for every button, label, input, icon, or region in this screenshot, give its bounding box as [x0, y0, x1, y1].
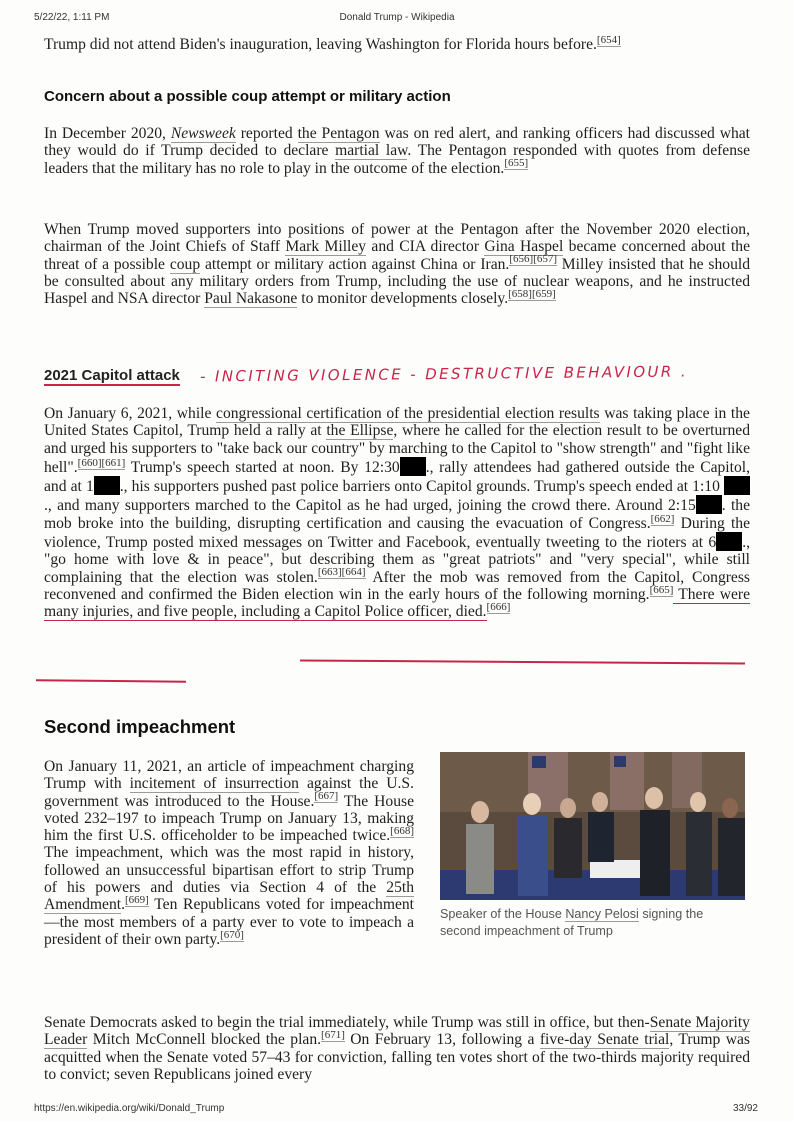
ref-669[interactable]: [669] [125, 894, 149, 907]
text: against the U.S. government was introduced to the House. [44, 775, 414, 810]
text: Ten Republicans voted for impeachment—the most members of a party ever to vote to impeach a president of their own party. [44, 896, 414, 948]
text: , Trump was acquitted when the Senate voted 57–43 for conviction, falling ten votes short of the two-thirds majority required to convict; seven Republicans joined every [44, 1031, 750, 1083]
link-senate-majority-leader[interactable]: Senate Majority Leader [44, 1014, 750, 1049]
capitol-heading-link[interactable]: 2021 Capitol attack [44, 367, 180, 384]
link-paul-nakasone[interactable]: Paul Nakasone [204, 290, 298, 308]
ref-666[interactable]: [666] [486, 601, 511, 614]
link-incitement[interactable]: incitement of insurrection [129, 775, 299, 793]
coup-p2-text [44, 221, 750, 307]
text: During the violence, Trump posted mixed messages on Twitter and Facebook, eventually tweeting to the rioters at 6 [44, 514, 751, 552]
ink-underline [300, 659, 745, 664]
intro-text: Trump did not attend Biden's inauguration, leaving Washington for Florida hours before. [44, 36, 597, 53]
ref-662[interactable]: [662] [650, 512, 675, 525]
text: When Trump moved supporters into positions of power at the Pentagon after the November 2020 election, chairman of the Joint Chiefs of Staff [44, 221, 750, 256]
ref-671[interactable]: [671] [321, 1029, 345, 1042]
text: and CIA director [366, 238, 485, 256]
text: Speaker of the House [440, 907, 566, 921]
link-martial-law[interactable]: martial law [335, 142, 408, 160]
print-page-title: Donald Trump - Wikipedia [339, 12, 455, 23]
redaction-box [94, 476, 120, 495]
text: In December 2020, [44, 125, 171, 142]
flags-icon [528, 752, 702, 812]
text: attempt or military action against China or Iran. [200, 255, 510, 273]
text: ., "go home with love & in peace", but describing them as "great patriots" and "very special", while still complaining that the election was stolen. [44, 534, 750, 586]
link-25th-amendment[interactable]: 25th Amendment [44, 879, 414, 914]
text: The impeachment, which was the most rapid in history, followed an unsuccessful bipartisan effort to strip Trump of his powers and duties via Section 4 of the [44, 844, 414, 897]
coup-p1-text [44, 125, 750, 177]
print-datetime: 5/22/22, 1:11 PM [34, 12, 110, 23]
ref-656-657[interactable]: [656][657] [509, 253, 557, 266]
pelosi-signing-photo[interactable] [440, 752, 745, 900]
ref-667[interactable]: [667] [314, 790, 339, 803]
impeachment-heading-wrap [44, 716, 750, 738]
link-newsweek[interactable]: Newsweek [170, 125, 236, 142]
redaction-box [716, 532, 742, 551]
text: Trump's speech started at noon. By 12:30 [125, 458, 400, 476]
impeachment-figure [440, 752, 745, 940]
text: was taking place in the United States Capitol, Trump held a rally at [44, 405, 750, 440]
figure-caption [440, 906, 745, 940]
print-page-number: 33/92 [732, 1103, 758, 1114]
impeachment-paragraph-2 [44, 1014, 750, 1083]
capitol-p-text [44, 405, 750, 621]
link-nancy-pelosi[interactable]: Nancy Pelosi [565, 907, 639, 921]
text: Mitch McConnell blocked the plan. [87, 1031, 322, 1049]
text: reported [235, 125, 298, 142]
text: On January 11, 2021, an article of impeachment charging Trump with [44, 758, 414, 793]
text: On January 6, 2021, while [44, 405, 217, 422]
coup-heading: Concern about a possible coup attempt or military action [44, 88, 451, 105]
impeachment-p2-text [44, 1014, 750, 1083]
coup-heading-wrap [44, 88, 750, 105]
impeachment-paragraph-1 [44, 758, 414, 948]
ref-663-664[interactable]: [663][664] [317, 566, 366, 579]
text: , where he called for the election result to be overturned and urged his supporters to "take back our country" by marching to the Capitol to "show strength" and "fight like hell". [44, 422, 750, 476]
text: . The Pentagon responded with quotes from defense leaders that the military has no role to play in the outcome of the election. [44, 142, 751, 177]
handwritten-annotation: - INCITING VIOLENCE - DESTRUCTIVE BEHAVIOUR . [199, 362, 689, 386]
text: On February 13, following a [344, 1031, 540, 1049]
capitol-paragraph [44, 405, 750, 621]
ref-655[interactable]: [655] [504, 157, 529, 170]
intro-section [44, 33, 750, 53]
ref-665[interactable]: [665] [649, 583, 674, 596]
text: to monitor developments closely. [297, 290, 509, 308]
link-certification[interactable]: congressional certification of the presidential election results [216, 405, 600, 422]
text: . the mob broke into the building, disrupting certification and causing the evacuation of Congress. [44, 497, 750, 532]
redaction-box [400, 457, 426, 476]
text: ., his supporters pushed past police barriers onto Capitol grounds. Trump's speech ended at 1:10 [119, 478, 724, 496]
text: ., rally attendees had gathered outside the Capitol, and at 1 [44, 458, 751, 496]
text: ., and many supporters marched to the Capitol as he had urged, joining the crowd there. Around 2:15 [44, 497, 696, 515]
link-mark-milley[interactable]: Mark Milley [285, 238, 367, 256]
link-the-ellipse[interactable]: the Ellipse [326, 422, 394, 440]
redaction-box [724, 476, 750, 495]
ref-670[interactable]: [670] [220, 928, 244, 941]
text: became concerned about the threat of a possible [44, 238, 750, 273]
link-coup[interactable]: coup [169, 255, 201, 273]
impeachment-heading: Second impeachment [44, 716, 236, 737]
ref-658-659[interactable]: [658][659] [508, 288, 556, 300]
text: The House voted 232–197 to impeach Trump on January 13, making him the first U.S. officeholder to be impeached twice. [44, 792, 414, 845]
coup-paragraph-1 [44, 125, 750, 177]
ref-660-661[interactable]: [660][661] [77, 456, 126, 469]
redaction-box [696, 495, 722, 514]
underlined-sentence: There were many injuries, and five people, including a Capitol Police officer, died. [44, 585, 750, 621]
link-pentagon[interactable]: the Pentagon [297, 125, 380, 142]
text: signing the second impeachment of Trump [440, 907, 704, 938]
ref-654[interactable]: [654] [596, 33, 621, 46]
ink-underline [36, 679, 186, 682]
impeachment-p1-text [44, 758, 414, 948]
text: After the mob was removed from the Capitol, Congress reconvened and confirmed the Biden election win in the early hours of the following morning. [44, 568, 750, 603]
text: . [121, 896, 125, 914]
print-url: https://en.wikipedia.org/wiki/Donald_Trump [34, 1103, 225, 1114]
text: Milley insisted that he should be consulted about any military orders from Trump, including the use of nuclear weapons, and he instructed Haspel and NSA director [44, 255, 751, 308]
link-gina-haspel[interactable]: Gina Haspel [484, 238, 564, 256]
ref-668[interactable]: [668] [390, 825, 414, 837]
text: Senate Democrats asked to begin the trial immediately, while Trump was still in office, but then- [44, 1014, 650, 1031]
link-five-day-senate-trial[interactable]: five-day Senate trial [539, 1031, 670, 1049]
intro-paragraph [44, 33, 750, 53]
text: was on red alert, and ranking officers had discussed what they would do if Trump decided to declare [44, 125, 751, 160]
coup-paragraph-2 [44, 221, 750, 307]
